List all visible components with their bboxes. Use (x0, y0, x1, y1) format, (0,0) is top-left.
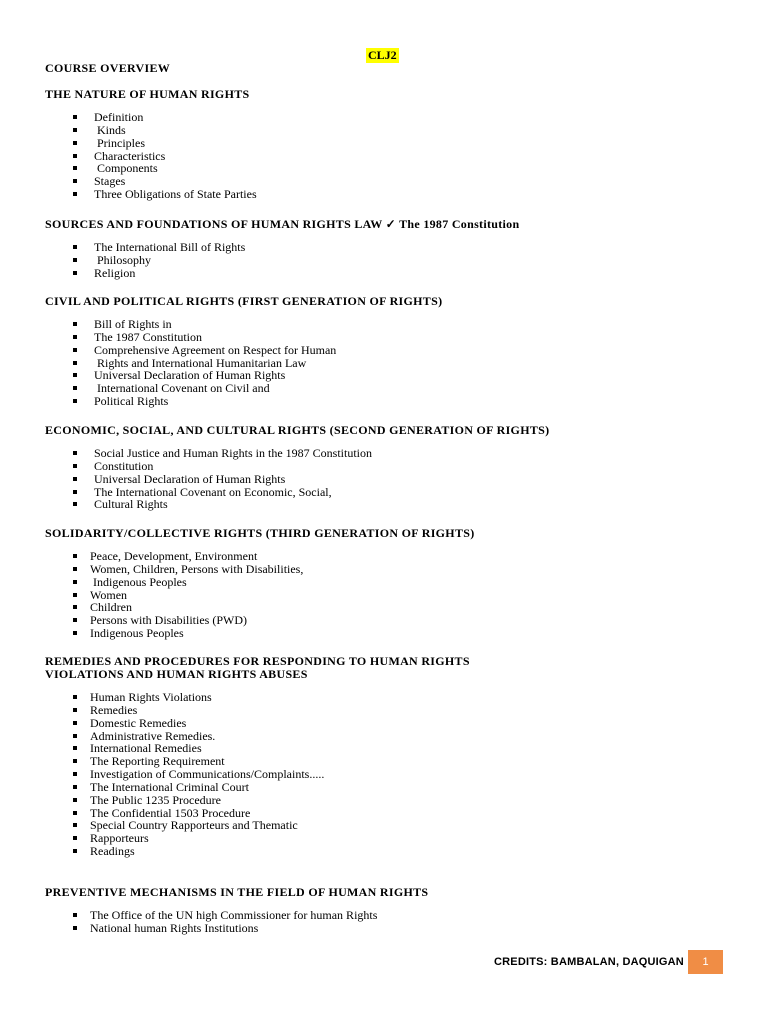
list-item: Children (45, 601, 745, 614)
list-item: The Confidential 1503 Procedure (45, 807, 745, 820)
section-heading: SOLIDARITY/COLLECTIVE RIGHTS (THIRD GENERATION OF RIGHTS) (45, 526, 475, 540)
bullet-icon (73, 721, 77, 725)
bullet-icon (73, 593, 77, 597)
list-item: The International Covenant on Economic, Social, (45, 486, 745, 499)
section-heading-continued: VIOLATIONS AND HUMAN RIGHTS ABUSES (45, 667, 308, 681)
list-item: Persons with Disabilities (PWD) (45, 614, 745, 627)
section-heading: SOURCES AND FOUNDATIONS OF HUMAN RIGHTS LAW ✓ The 1987 Constitution (45, 217, 520, 231)
bullet-icon (73, 618, 77, 622)
bullet-icon (73, 361, 77, 365)
list-item: Special Country Rapporteurs and Thematic (45, 819, 745, 832)
list-item: Stages (45, 175, 745, 188)
section-heading: REMEDIES AND PROCEDURES FOR RESPONDING TO HUMAN RIGHTS (45, 654, 470, 668)
bullet-icon (73, 772, 77, 776)
list-item: Indigenous Peoples (45, 627, 745, 640)
bullet-icon (73, 708, 77, 712)
bullet-icon (73, 166, 77, 170)
list-item: The 1987 Constitution (45, 331, 745, 344)
bullet-icon (73, 348, 77, 352)
list-item: Characteristics (45, 150, 745, 163)
bullet-icon (73, 399, 77, 403)
footer-credits: CREDITS: BAMBALAN, DAQUIGAN (494, 956, 684, 968)
bullet-icon (73, 154, 77, 158)
bullet-icon (73, 580, 77, 584)
list-item: Comprehensive Agreement on Respect for Human (45, 344, 745, 357)
bullet-icon (73, 128, 77, 132)
list-item: Definition (45, 111, 745, 124)
bullet-icon (73, 631, 77, 635)
bullet-icon (73, 464, 77, 468)
list-item: Three Obligations of State Parties (45, 188, 745, 201)
section-preventive (45, 886, 745, 935)
list-item: Readings (45, 845, 745, 858)
bullet-icon (73, 913, 77, 917)
section-heading: ECONOMIC, SOCIAL, AND CULTURAL RIGHTS (SECOND GENERATION OF RIGHTS) (45, 423, 550, 437)
section-remedies (45, 655, 745, 858)
bullet-icon (73, 179, 77, 183)
section-list (45, 909, 745, 935)
list-item: Political Rights (45, 395, 745, 408)
bullet-icon (73, 605, 77, 609)
list-item: The Office of the UN high Commissioner for human Rights (45, 909, 745, 922)
list-item: Remedies (45, 704, 745, 717)
list-item: International Covenant on Civil and (45, 382, 745, 395)
bullet-icon (73, 926, 77, 930)
list-item: Peace, Development, Environment (45, 550, 745, 563)
bullet-icon (73, 335, 77, 339)
bullet-icon (73, 554, 77, 558)
list-item: Philosophy (45, 254, 745, 267)
list-item: Components (45, 162, 745, 175)
list-item: National human Rights Institutions (45, 922, 745, 935)
bullet-icon (73, 798, 77, 802)
section-solidarity (45, 527, 745, 640)
bullet-icon (73, 759, 77, 763)
bullet-icon (73, 271, 77, 275)
section-heading: PREVENTIVE MECHANISMS IN THE FIELD OF HUMAN RIGHTS (45, 885, 429, 899)
bullet-icon (73, 836, 77, 840)
bullet-icon (73, 258, 77, 262)
list-item: Constitution (45, 460, 745, 473)
list-item: Indigenous Peoples (45, 576, 745, 589)
list-item: The International Bill of Rights (45, 241, 745, 254)
section-list (45, 111, 745, 201)
list-item: Investigation of Communications/Complaints..... (45, 768, 745, 781)
list-item: Rapporteurs (45, 832, 745, 845)
bullet-icon (73, 141, 77, 145)
bullet-icon (73, 746, 77, 750)
list-item: The International Criminal Court (45, 781, 745, 794)
list-item: The Reporting Requirement (45, 755, 745, 768)
list-item: Rights and International Humanitarian Law (45, 357, 745, 370)
list-item: Universal Declaration of Human Rights (45, 473, 745, 486)
section-heading: THE NATURE OF HUMAN RIGHTS (45, 87, 250, 101)
list-item: Social Justice and Human Rights in the 1987 Constitution (45, 447, 745, 460)
section-sources (45, 218, 745, 280)
bullet-icon (73, 192, 77, 196)
bullet-icon (73, 245, 77, 249)
list-item: Women (45, 589, 745, 602)
section-list (45, 447, 745, 511)
section-economic-social-cultural (45, 424, 745, 511)
list-item: Administrative Remedies. (45, 730, 745, 743)
list-item: The Public 1235 Procedure (45, 794, 745, 807)
bullet-icon (73, 785, 77, 789)
bullet-icon (73, 451, 77, 455)
list-item: Domestic Remedies (45, 717, 745, 730)
section-heading: CIVIL AND POLITICAL RIGHTS (FIRST GENERATION OF RIGHTS) (45, 294, 443, 308)
list-item: Women, Children, Persons with Disabilities, (45, 563, 745, 576)
bullet-icon (73, 811, 77, 815)
section-nature (45, 88, 745, 201)
bullet-icon (73, 695, 77, 699)
section-list (45, 241, 745, 280)
list-item: Universal Declaration of Human Rights (45, 369, 745, 382)
list-item: Human Rights Violations (45, 691, 745, 704)
bullet-icon (73, 567, 77, 571)
section-list (45, 318, 745, 408)
bullet-icon (73, 386, 77, 390)
page-number: 1 (688, 950, 723, 974)
bullet-icon (73, 502, 77, 506)
bullet-icon (73, 373, 77, 377)
bullet-icon (73, 823, 77, 827)
list-item: Principles (45, 137, 745, 150)
bullet-icon (73, 477, 77, 481)
section-list (45, 550, 745, 640)
bullet-icon (73, 490, 77, 494)
list-item: Bill of Rights in (45, 318, 745, 331)
course-code: CLJ2 (368, 48, 397, 62)
bullet-icon (73, 322, 77, 326)
list-item: Kinds (45, 124, 745, 137)
bullet-icon (73, 849, 77, 853)
bullet-icon (73, 115, 77, 119)
course-overview-title: COURSE OVERVIEW (45, 61, 171, 75)
section-civil-political (45, 295, 745, 408)
list-item: International Remedies (45, 742, 745, 755)
list-item: Cultural Rights (45, 498, 745, 511)
section-list (45, 691, 745, 858)
bullet-icon (73, 734, 77, 738)
list-item: Religion (45, 267, 745, 280)
